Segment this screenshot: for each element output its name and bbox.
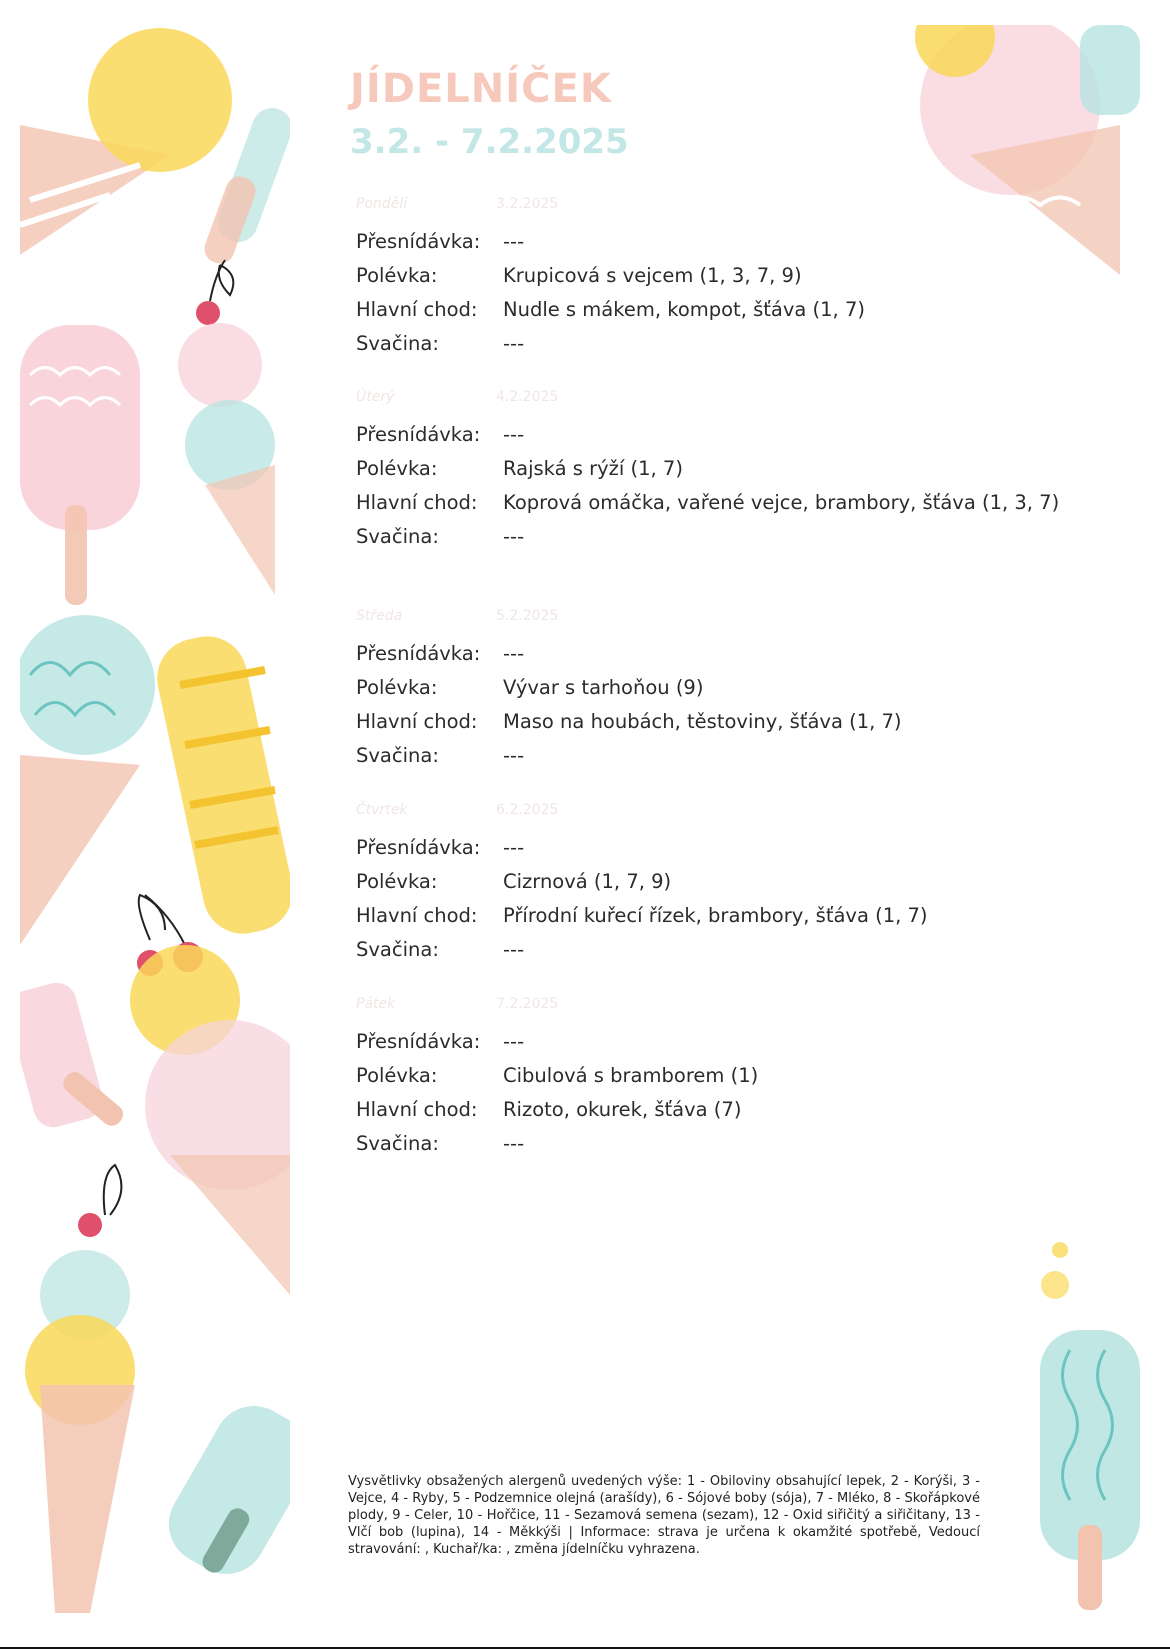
day-block [356, 996, 1076, 1166]
allergen-footnote: Vysvětlivky obsažených alergenů uvedených výše: 1 - Obiloviny obsahující lepek, 2 - Korýši, 3 - Vejce, 4 - Ryby, 5 - Podzemnice olejná (arašídy), 6 - Sójové boby (sója), 7 - Mléko, 8 - Skořápkové plody, 9 - Celer, 10 - Hořčice, 11 - Sezamová semena (sezam), 12 - Oxid siřičitý a siřičitany, 13 - Vlčí bob (lupina), 14 - Měkkýši | Informace: strava je určena k okamžité spotřebě, Vedoucí stravování: , Kuchař/ka: , změna jídelníčku vyhrazena. [348, 1474, 980, 1557]
meal-row-snack-am [356, 423, 1076, 447]
meal-label: Hlavní chod: [356, 298, 478, 321]
meal-row-snack-am [356, 642, 1076, 666]
day-date: 4.2.2025 [496, 389, 559, 405]
meal-value: --- [503, 1030, 525, 1053]
meal-row-main [356, 491, 1076, 515]
day-block [356, 196, 1076, 366]
meal-value: Koprová omáčka, vařené vejce, brambory, šťáva (1, 3, 7) [503, 491, 1060, 514]
meal-label: Polévka: [356, 676, 438, 699]
meal-value: --- [503, 642, 525, 665]
mint-popsicle-bottom-right [1040, 1230, 1145, 1620]
meal-value: Rizoto, okurek, šťáva (7) [503, 1098, 742, 1121]
meal-row-snack-pm [356, 1132, 1076, 1156]
meal-row-soup [356, 1064, 1076, 1088]
meal-row-snack-pm [356, 332, 1076, 356]
meal-row-snack-am [356, 836, 1076, 860]
meal-value: Rajská s rýží (1, 7) [503, 457, 683, 480]
meal-label: Hlavní chod: [356, 710, 478, 733]
meal-row-snack-am [356, 1030, 1076, 1054]
meal-row-snack-pm [356, 525, 1076, 549]
day-name: Čtvrtek [356, 802, 408, 818]
meal-label: Přesnídávka: [356, 642, 481, 665]
meal-label: Svačina: [356, 744, 439, 767]
meal-label: Svačina: [356, 525, 439, 548]
meal-label: Přesnídávka: [356, 836, 481, 859]
day-header [356, 608, 1076, 628]
day-block [356, 389, 1076, 559]
day-date: 5.2.2025 [496, 608, 559, 624]
meal-value: --- [503, 525, 525, 548]
meal-label: Polévka: [356, 264, 438, 287]
meal-row-snack-am [356, 230, 1076, 254]
meal-value: Maso na houbách, těstoviny, šťáva (1, 7) [503, 710, 902, 733]
meal-row-main [356, 298, 1076, 322]
day-block [356, 802, 1076, 972]
meal-label: Hlavní chod: [356, 904, 478, 927]
meal-row-snack-pm [356, 744, 1076, 768]
meal-label: Přesnídávka: [356, 423, 481, 446]
day-header [356, 996, 1076, 1016]
page-title: JÍDELNÍČEK [350, 66, 612, 112]
meal-label: Hlavní chod: [356, 491, 478, 514]
meal-row-main [356, 1098, 1076, 1122]
day-date: 6.2.2025 [496, 802, 559, 818]
meal-label: Polévka: [356, 1064, 438, 1087]
meal-row-main [356, 710, 1076, 734]
meal-value: --- [503, 1132, 525, 1155]
ice-cream-illustration-strip [20, 25, 290, 1613]
meal-row-soup [356, 264, 1076, 288]
date-range: 3.2. - 7.2.2025 [350, 122, 629, 162]
day-block [356, 608, 1076, 778]
meal-value: --- [503, 836, 525, 859]
day-name: Středa [356, 608, 403, 624]
meal-row-main [356, 904, 1076, 928]
day-date: 7.2.2025 [496, 996, 559, 1012]
meal-value: Přírodní kuřecí řízek, brambory, šťáva (1, 7) [503, 904, 928, 927]
day-name: Úterý [356, 389, 395, 405]
meal-value: --- [503, 332, 525, 355]
meal-value: Cibulová s bramborem (1) [503, 1064, 759, 1087]
meal-label: Přesnídávka: [356, 230, 481, 253]
meal-label: Polévka: [356, 870, 438, 893]
meal-label: Svačina: [356, 938, 439, 961]
meal-row-soup [356, 676, 1076, 700]
meal-row-snack-pm [356, 938, 1076, 962]
day-header [356, 389, 1076, 409]
day-name: Pátek [356, 996, 396, 1012]
meal-label: Svačina: [356, 332, 439, 355]
meal-value: Krupicová s vejcem (1, 3, 7, 9) [503, 264, 802, 287]
meal-value: --- [503, 744, 525, 767]
meal-value: Nudle s mákem, kompot, šťáva (1, 7) [503, 298, 865, 321]
meal-value: --- [503, 938, 525, 961]
meal-label: Polévka: [356, 457, 438, 480]
meal-label: Svačina: [356, 1132, 439, 1155]
meal-value: --- [503, 230, 525, 253]
meal-label: Přesnídávka: [356, 1030, 481, 1053]
meal-row-soup [356, 870, 1076, 894]
meal-value: Cizrnová (1, 7, 9) [503, 870, 672, 893]
meal-row-soup [356, 457, 1076, 481]
day-name: Pondělí [356, 196, 408, 212]
meal-value: Vývar s tarhoňou (9) [503, 676, 704, 699]
meal-label: Hlavní chod: [356, 1098, 478, 1121]
day-date: 3.2.2025 [496, 196, 559, 212]
day-header [356, 196, 1076, 216]
day-header [356, 802, 1076, 822]
meal-value: --- [503, 423, 525, 446]
